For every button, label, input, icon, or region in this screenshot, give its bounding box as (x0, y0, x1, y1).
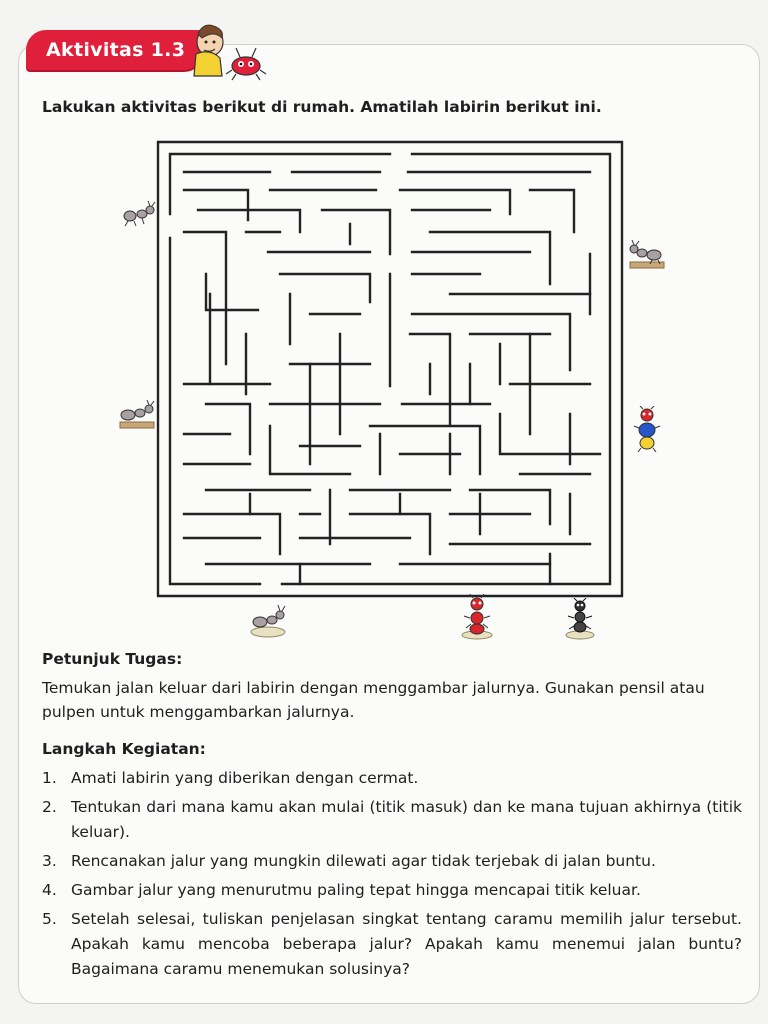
ant-icon-black (564, 598, 596, 640)
intro-text: Lakukan aktivitas berikut di rumah. Amatilah labirin berikut ini. (42, 98, 602, 116)
activity-badge (26, 30, 204, 70)
step-number: 2. (42, 798, 57, 816)
step-number: 5. (42, 910, 57, 928)
list-item (42, 849, 742, 874)
step-text: Amati labirin yang diberikan dengan cermat. (71, 769, 419, 787)
ant-icon-right-top (628, 240, 666, 270)
activity-badge-label: Aktivitas 1.3 (46, 39, 186, 61)
ant-icon-red (460, 594, 494, 640)
instructions-heading: Petunjuk Tugas: (42, 650, 183, 668)
step-number: 1. (42, 769, 57, 787)
list-item (42, 766, 742, 791)
steps-heading: Langkah Kegiatan: (42, 740, 206, 758)
maze (150, 134, 630, 606)
step-text: Setelah selesai, tuliskan penjelasan singkat tentang caramu memilih jalur tersebut. Apakah kamu mencoba beberapa jalur? Apakah kamu menemui jalan buntu? Bagaimana caramu menemukan solusinya? (71, 910, 742, 978)
ant-icon-left-top (120, 200, 156, 228)
ant-icon-blue (632, 406, 662, 452)
ant-icon-left-mid (118, 400, 156, 430)
list-item (42, 795, 742, 845)
list-item (42, 907, 742, 982)
step-text: Rencanakan jalur yang mungkin dilewati agar tidak terjebak di jalan buntu. (71, 852, 656, 870)
step-text: Gambar jalur yang menurutmu paling tepat hingga mencapai titik keluar. (71, 881, 641, 899)
step-text: Tentukan dari mana kamu akan mulai (titik masuk) dan ke mana tujuan akhirnya (titik keluar). (71, 798, 742, 841)
step-number: 4. (42, 881, 57, 899)
steps-list (42, 766, 742, 986)
ant-icon-bottom-left (248, 602, 288, 638)
list-item (42, 878, 742, 903)
instructions-text: Temukan jalan keluar dari labirin dengan menggambar jalurnya. Gunakan pensil atau pulpen untuk menggambarkan jalurnya. (42, 679, 705, 721)
step-number: 3. (42, 852, 57, 870)
mascot-illustration (180, 14, 270, 84)
